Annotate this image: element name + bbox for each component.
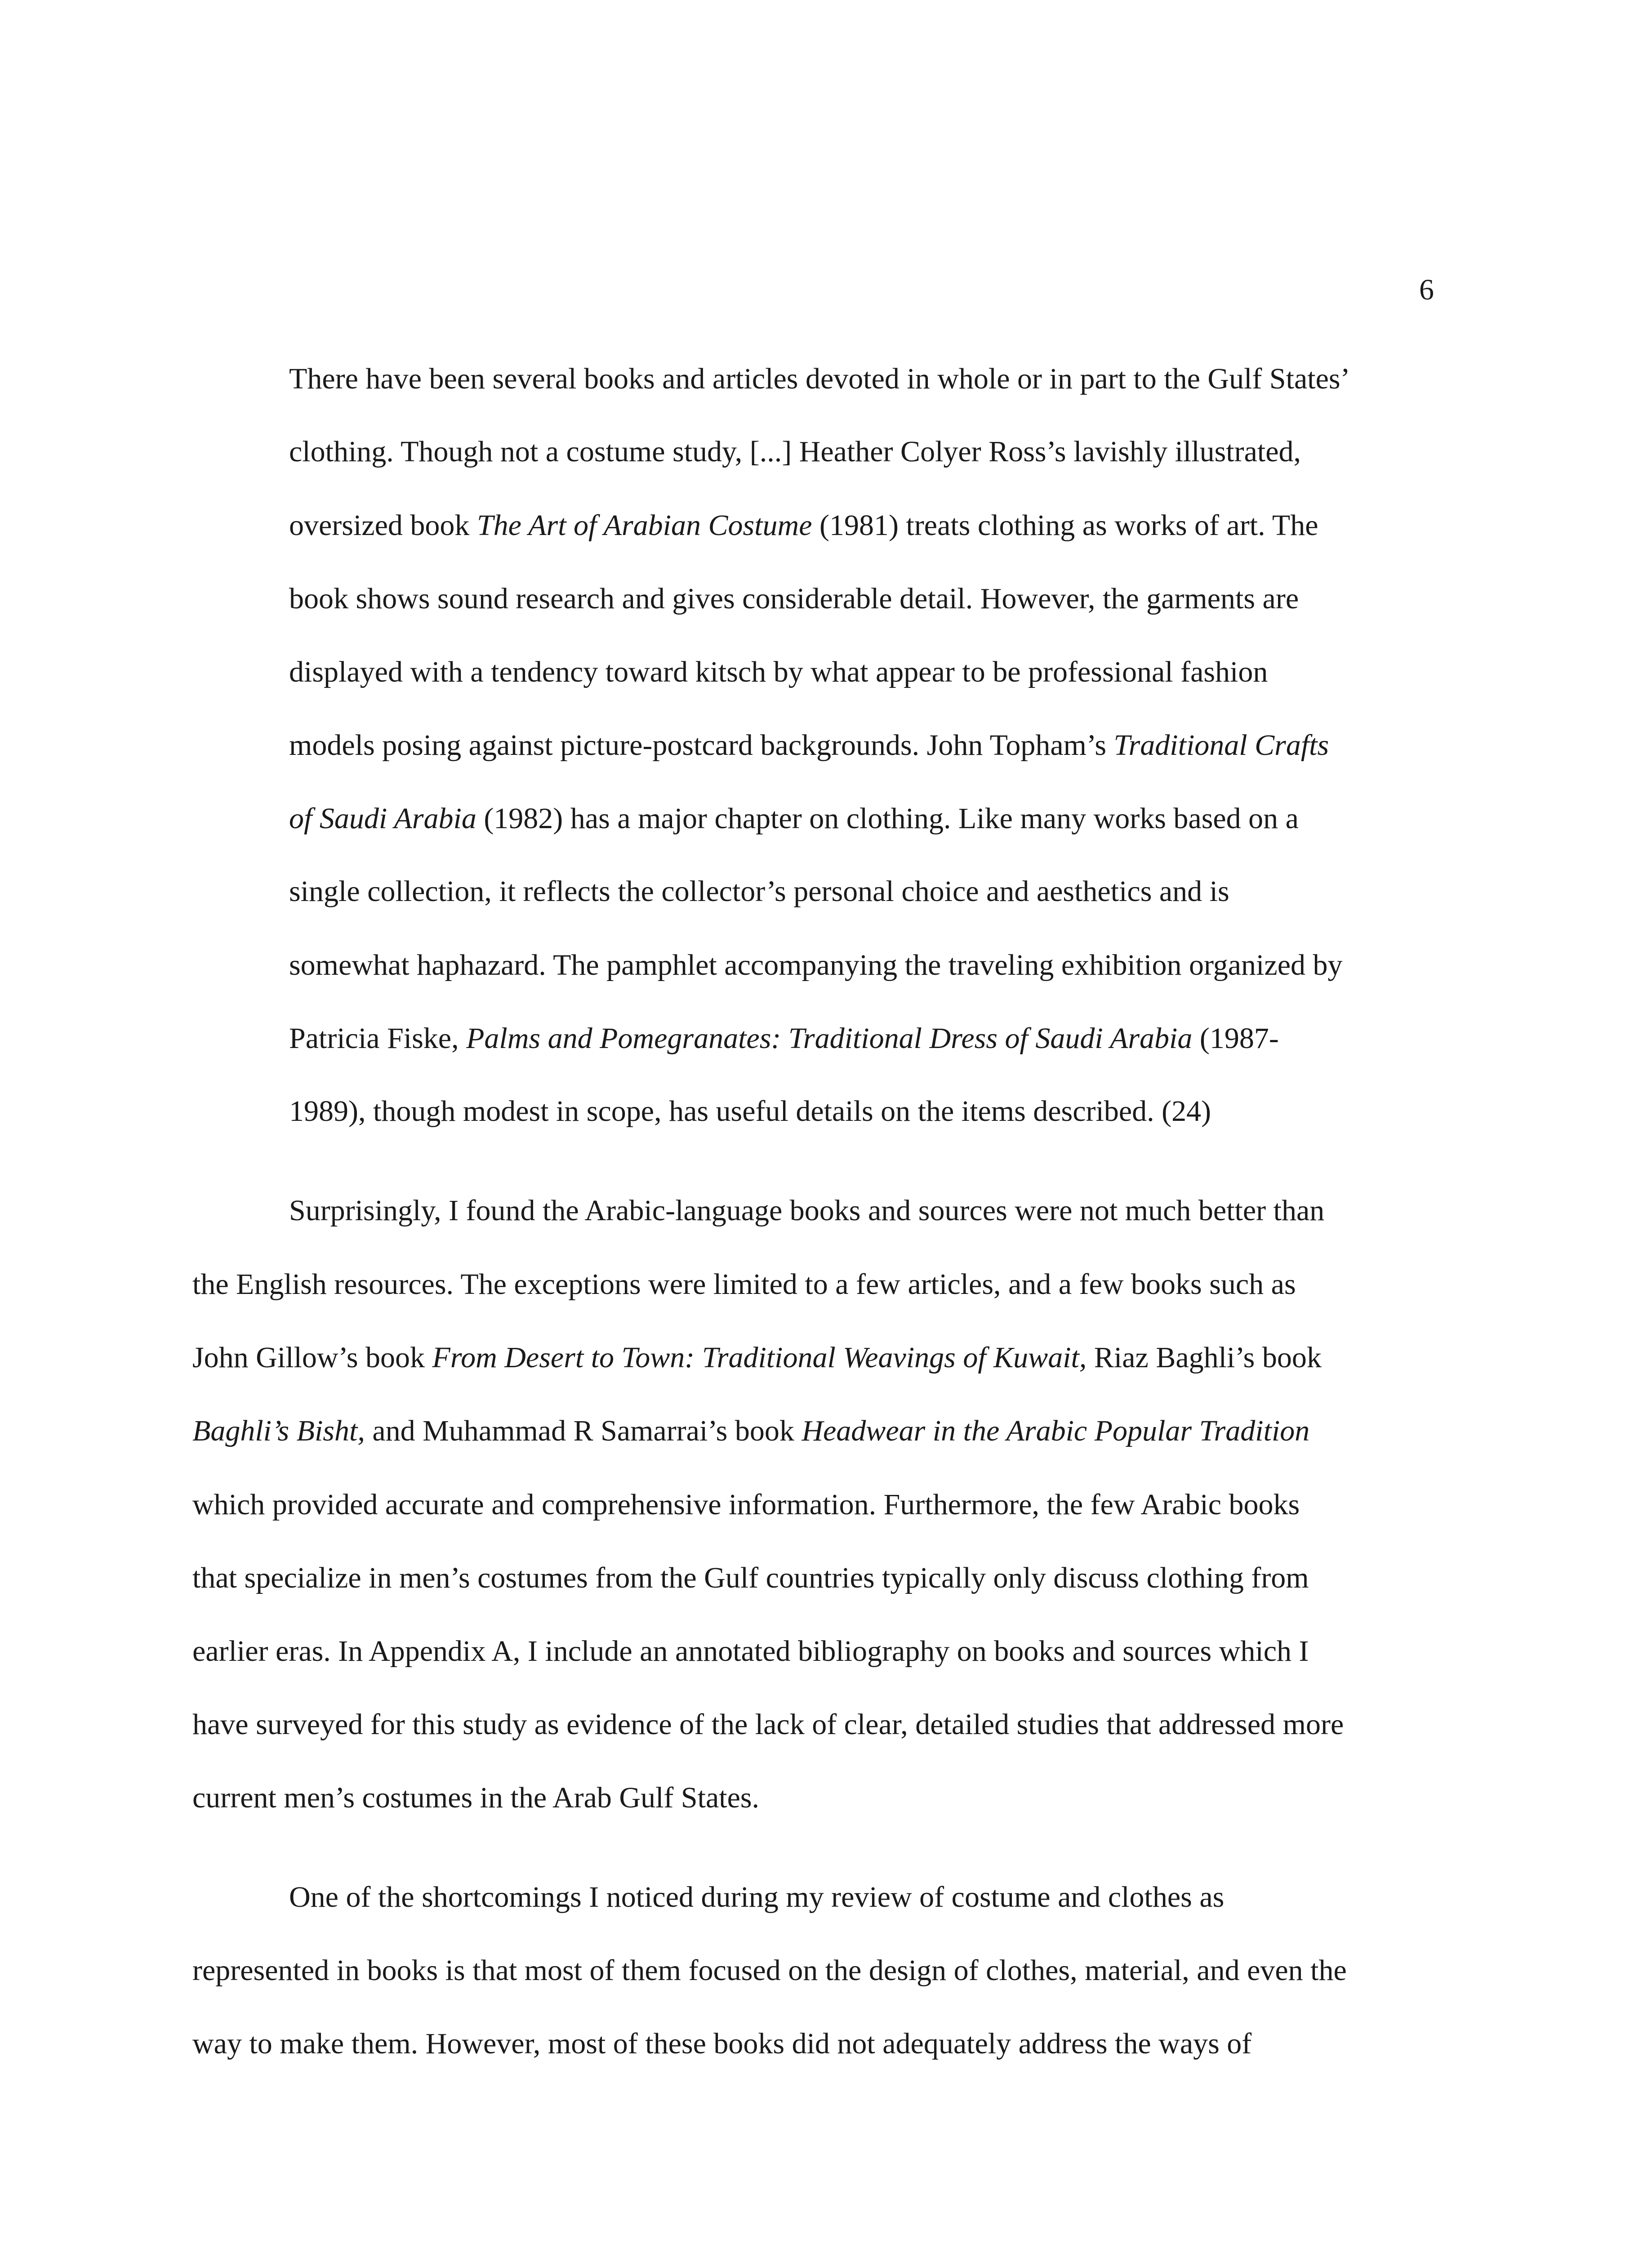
italic-title: The Art of Arabian Costume: [476, 509, 812, 542]
italic-title: Baghli’s Bisht,: [192, 1414, 365, 1447]
italic-title: Palms and Pomegranates: Traditional Dress of Saudi Arabia: [466, 1022, 1193, 1055]
italic-title: Traditional Crafts: [1113, 729, 1329, 762]
text-run: One of the shortcomings I noticed during my review of costume and clothes as: [289, 1881, 1225, 1913]
text-run: (1987-: [1192, 1022, 1279, 1055]
text-run: There have been several books and articles devoted in whole or in part to the Gulf States’: [289, 362, 1350, 395]
text-line: [289, 657, 1268, 687]
text-line: [289, 1196, 1324, 1226]
text-run: Riaz Baghli’s book: [1086, 1341, 1322, 1374]
text-line: [192, 1416, 1309, 1446]
text-run: earlier eras. In Appendix A, I include an annotated bibliography on books and sources which I: [192, 1635, 1309, 1668]
text-line: [289, 437, 1301, 467]
text-run: clothing. Though not a costume study, [...] Heather Colyer Ross’s lavishly illustrated,: [289, 435, 1301, 468]
text-run: Patricia Fiske,: [289, 1022, 467, 1055]
text-run: somewhat haphazard. The pamphlet accompanying the traveling exhibition organized by: [289, 949, 1343, 981]
text-line: [192, 1710, 1344, 1740]
text-run: have surveyed for this study as evidence of the lack of clear, detailed studies that addressed more: [192, 1708, 1344, 1741]
italic-title: From Desert to Town: Traditional Weavings of Kuwait,: [432, 1341, 1087, 1374]
text-line: [289, 364, 1350, 394]
text-run: current men’s costumes in the Arab Gulf States.: [192, 1781, 760, 1814]
text-run: way to make them. However, most of these books did not adequately address the ways of: [192, 2027, 1252, 2060]
text-run: the English resources. The exceptions were limited to a few articles, and a few books such as: [192, 1268, 1296, 1301]
text-run: book shows sound research and gives considerable detail. However, the garments are: [289, 582, 1299, 615]
text-run: Surprisingly, I found the Arabic-language books and sources were not much better than: [289, 1194, 1325, 1227]
text-run: which provided accurate and comprehensive information. Furthermore, the few Arabic books: [192, 1488, 1300, 1521]
text-line: [192, 2029, 1251, 2059]
text-run: 1989), though modest in scope, has useful details on the items described. (24): [289, 1095, 1211, 1128]
text-line: [289, 511, 1318, 540]
text-run: (1981) treats clothing as works of art. The: [812, 509, 1318, 542]
text-line: [192, 1343, 1322, 1373]
text-run: models posing against picture-postcard backgrounds. John Topham’s: [289, 729, 1114, 762]
text-line: [289, 950, 1342, 980]
text-line: [192, 1956, 1347, 1985]
text-line: [289, 1097, 1211, 1126]
text-run: single collection, it reflects the collector’s personal choice and aesthetics and is: [289, 875, 1229, 908]
text-line: [289, 731, 1329, 760]
text-run: oversized book: [289, 509, 477, 542]
text-run: John Gillow’s book: [192, 1341, 432, 1374]
text-line: [192, 1270, 1296, 1299]
page-number: 6: [1419, 273, 1434, 306]
text-line: [192, 1637, 1309, 1666]
text-line: [192, 1783, 759, 1813]
text-line: [289, 804, 1299, 834]
text-run: and Muhammad R Samarrai’s book: [365, 1414, 802, 1447]
italic-title: Headwear in the Arabic Popular Tradition: [802, 1414, 1310, 1447]
text-line: [192, 1563, 1309, 1593]
text-run: (1982) has a major chapter on clothing. Like many works based on a: [476, 802, 1299, 835]
text-run: displayed with a tendency toward kitsch by what appear to be professional fashion: [289, 656, 1268, 688]
text-line: [289, 877, 1229, 906]
text-run: that specialize in men’s costumes from the Gulf countries typically only discuss clothing from: [192, 1561, 1309, 1594]
text-line: [289, 1024, 1279, 1053]
text-line: [192, 1490, 1300, 1520]
text-line: [289, 584, 1299, 614]
text-run: represented in books is that most of them focused on the design of clothes, material, and even the: [192, 1954, 1347, 1987]
text-line: [289, 1882, 1224, 1912]
italic-title: of Saudi Arabia: [289, 802, 476, 835]
